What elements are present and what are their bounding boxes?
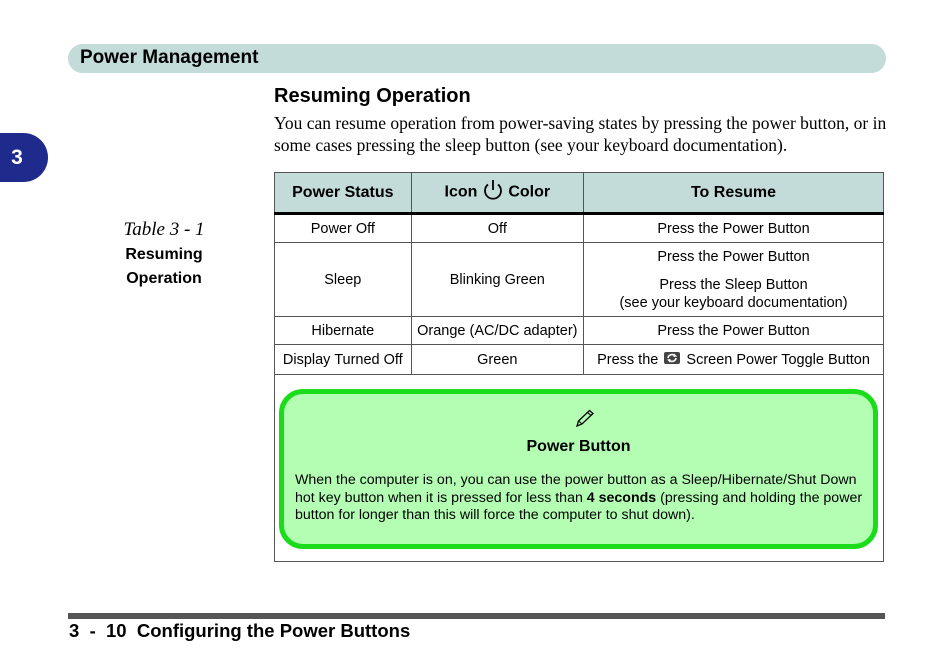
header-to-resume: To Resume [584, 173, 884, 214]
table-header-row [275, 173, 884, 214]
table-row [275, 243, 884, 317]
cell-color: Off [411, 214, 583, 243]
chapter-tab [0, 133, 48, 182]
cell-resume [584, 345, 884, 375]
note-box [279, 389, 878, 549]
cell-resume: Press the Power Button [584, 317, 884, 345]
resume-post: Screen Power Toggle Button [686, 351, 870, 368]
note-text [295, 472, 870, 525]
cell-status: Hibernate [275, 317, 412, 345]
table-number: Table 3 - 1 [123, 219, 205, 240]
pencil-icon [574, 408, 596, 433]
cell-status: Display Turned Off [275, 345, 412, 375]
intro-paragraph: You can resume operation from power-saving states by pressing the power button, or in some cases pressing the sleep button (see your keyboard documentation). [274, 113, 887, 155]
note-text-pre: When the computer is on, you can use the power button as a Sleep/Hibernate/Shut Down hot key button when it is pressed for less than [295, 472, 857, 506]
note-text-bold: 4 seconds [586, 489, 657, 506]
resume-pre: Press the [597, 351, 659, 368]
cell-color: Orange (AC/DC adapter) [411, 317, 583, 345]
resume-line: Press the Power Button [657, 248, 810, 265]
cell-resume: Press the Power Button [584, 214, 884, 243]
power-icon [482, 178, 504, 207]
table-row [275, 345, 884, 375]
header-icon-label: Icon [444, 183, 478, 201]
header-power-status: Power Status [275, 173, 412, 214]
cell-color: Blinking Green [411, 243, 583, 317]
header-title: Power Management [80, 47, 259, 68]
table-name-line2: Operation [126, 270, 202, 287]
cell-resume [584, 243, 884, 317]
resume-line: (see your keyboard documentation) [619, 294, 848, 311]
header-icon-color [411, 173, 583, 214]
cell-status: Sleep [275, 243, 412, 317]
note-text-post: (pressing and holding the power button for longer than this will force the computer to shut down). [295, 489, 863, 523]
table-row [275, 317, 884, 345]
note-title: Power Button [526, 438, 631, 455]
section-title: Resuming Operation [274, 85, 471, 107]
screen-toggle-icon [662, 350, 682, 370]
header-color-label: Color [508, 183, 551, 201]
cell-status: Power Off [275, 214, 412, 243]
chapter-number: 3 [11, 146, 23, 169]
resume-line: Press the Sleep Button [659, 276, 808, 293]
header-bar [68, 44, 886, 73]
table-row [275, 214, 884, 243]
table-caption [90, 218, 238, 290]
table-name-line1: Resuming [125, 246, 203, 263]
cell-color: Green [411, 345, 583, 375]
footer-rule [68, 613, 885, 619]
footer-text: 3 - 10 Configuring the Power Buttons [69, 620, 411, 641]
